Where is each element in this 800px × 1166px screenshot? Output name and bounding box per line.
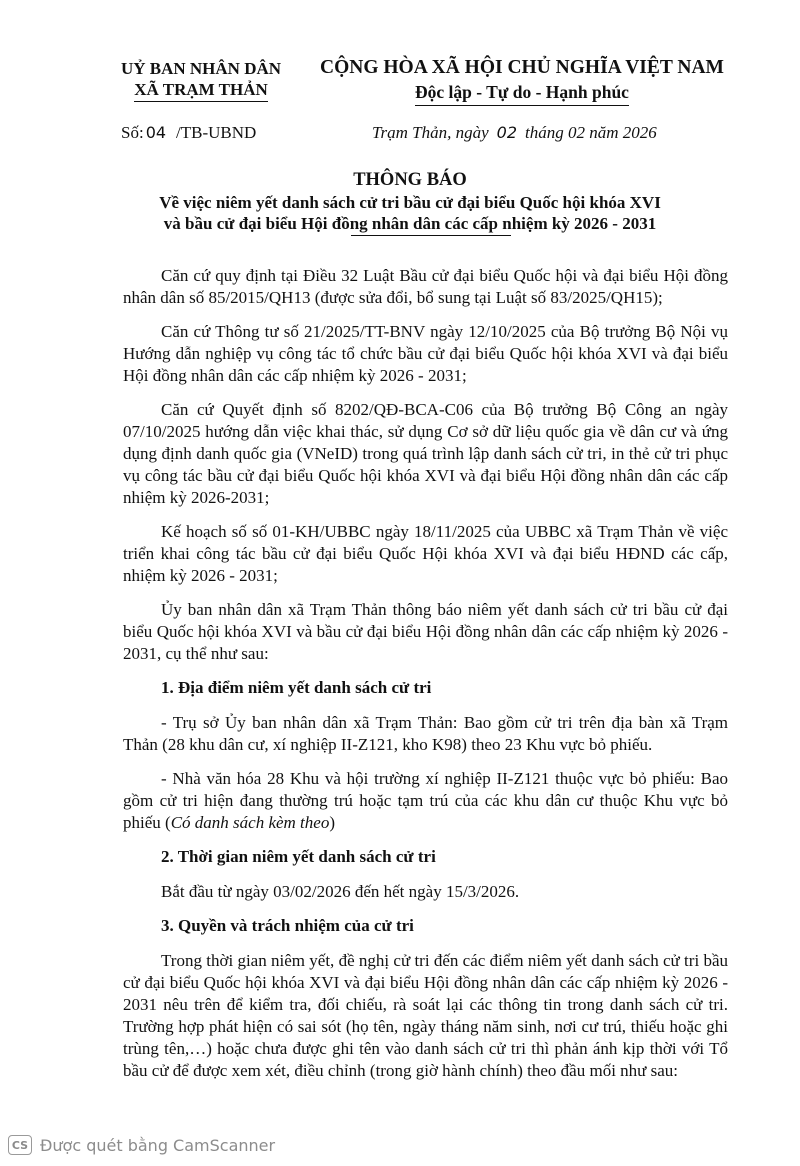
ref-prefix: Số: <box>121 123 144 142</box>
section-heading-2: 2. Thời gian niêm yết danh sách cử tri <box>161 847 436 866</box>
watermark-text: Được quét bằng CamScanner <box>40 1135 276 1155</box>
national-motto: Độc lập - Tự do - Hạnh phúc <box>415 80 629 106</box>
national-title: CỘNG HÒA XÃ HỘI CHỦ NGHĨA VIỆT NAM <box>320 57 724 78</box>
paragraph-legal-basis-1: Căn cứ quy định tại Điều 32 Luật Bầu cử đại biểu Quốc hội và đại biểu Hội đồng nhân dân số 85/2015/QH13 (được sửa đổi, bổ sung tại Luật số 83/2025/QH15); <box>123 266 728 307</box>
camscanner-logo-icon: CS <box>8 1135 32 1155</box>
subtitle-line2: và bầu cử đại biểu Hội đồng nhân dân các cấp nhiệm kỳ 2026 - 2031 <box>163 214 657 233</box>
location-2-attachment-note: Có danh sách kèm theo <box>170 813 330 832</box>
date-line <box>372 123 657 143</box>
document-body <box>123 265 728 1094</box>
authority-line2: XÃ TRẠM THẢN <box>134 79 268 102</box>
paragraph-time: Bắt đầu từ ngày 03/02/2026 đến hết ngày 15/3/2026. <box>161 882 520 901</box>
scanner-watermark <box>8 1132 275 1158</box>
location-2-close: ) <box>329 813 335 832</box>
authority-line1: UỶ BAN NHÂN DÂN <box>120 59 282 78</box>
date-place: Trạm Thản, ngày <box>372 123 489 142</box>
paragraph-legal-basis-4: Kế hoạch số số 01-KH/UBBC ngày 18/11/2025 của UBBC xã Trạm Thản về việc triển khai công tác bầu cử đại biểu Quốc Hội khóa XVI và đại biểu HĐND các cấp, nhiệm kỳ 2026 - 2031; <box>123 522 728 585</box>
reference-number <box>121 123 256 143</box>
paragraph-legal-basis-3: Căn cứ Quyết định số 8202/QĐ-BCA-C06 của Bộ trưởng Bộ Công an ngày 07/10/2025 hướng dẫn việc khai thác, sử dụng Cơ sở dữ liệu quốc gia về dân cư và ứng dụng định danh quốc gia (VNeID) trong quá trình lập danh sách cử tri, in thẻ cử tri phục vụ công tác bầu cử đại biểu Quốc hội khóa XVI và đại biểu Hội đồng nhân dân các cấp nhiệm kỳ 2026-2031; <box>123 400 728 507</box>
ref-suffix: /TB-UBND <box>176 123 257 142</box>
document-subtitle <box>100 192 720 234</box>
ref-handwritten-number: 04 <box>145 123 167 142</box>
document-title: THÔNG BÁO <box>353 170 467 190</box>
subtitle-line1: Về việc niêm yết danh sách cử tri bầu cử đại biểu Quốc hội khóa XVI <box>159 193 661 212</box>
national-header <box>316 56 728 106</box>
section-heading-1: 1. Địa điểm niêm yết danh sách cử tri <box>161 678 432 697</box>
paragraph-voter-rights: Trong thời gian niêm yết, đề nghị cử tri đến các điểm niêm yết danh sách cử tri bầu cử đại biểu Quốc hội khóa XVI và đại biểu Hội đồng nhân dân các cấp nhiệm kỳ 2026 - 2031 nêu trên để kiểm tra, đối chiếu, rà soát lại các thông tin trong danh sách cử tri. Trường hợp phát hiện có sai sót (họ tên, ngày tháng năm sinh, nơi cư trú, thiếu hoặc ghi trùng tên,…) hoặc chưa được ghi tên vào danh sách cử tri thì phản ánh kịp thời với Tổ bầu cử để được xem xét, điều chỉnh (trong giờ hành chính) theo đầu mối như sau: <box>123 951 728 1080</box>
title-divider <box>351 235 511 236</box>
issuing-authority <box>108 58 294 102</box>
date-rest: tháng 02 năm 2026 <box>525 123 657 142</box>
date-handwritten-day: 02 <box>496 123 518 142</box>
paragraph-announcement: Ủy ban nhân dân xã Trạm Thản thông báo niêm yết danh sách cử tri bầu cử đại biểu Quốc hội khóa XVI và bầu cử đại biểu Hội đồng nhân dân các cấp nhiệm kỳ 2026 - 2031, cụ thể như sau: <box>123 600 728 663</box>
location-2-text: - Nhà văn hóa 28 Khu và hội trường xí nghiệp II-Z121 thuộc vực bỏ phiếu: Bao gồm cử tri hiện đang thường trú hoặc tạm trú của các khu dân cư thuộc Khu vực bỏ phiếu ( <box>123 769 728 832</box>
section-heading-3: 3. Quyền và trách nhiệm của cử tri <box>161 916 414 935</box>
paragraph-location-2 <box>123 768 728 834</box>
paragraph-location-1: - Trụ sở Ủy ban nhân dân xã Trạm Thản: Bao gồm cử tri trên địa bàn xã Trạm Thản (28 khu dân cư, xí nghiệp II-Z121, kho K98) theo 23 Khu vực bỏ phiếu. <box>123 713 728 754</box>
paragraph-legal-basis-2: Căn cứ Thông tư số 21/2025/TT-BNV ngày 12/10/2025 của Bộ trưởng Bộ Nội vụ Hướng dẫn nghiệp vụ công tác tổ chức bầu cử đại biểu Quốc hội khóa XVI và đại biểu Hội đồng nhân dân các cấp nhiệm kỳ 2026 - 2031; <box>123 322 728 385</box>
